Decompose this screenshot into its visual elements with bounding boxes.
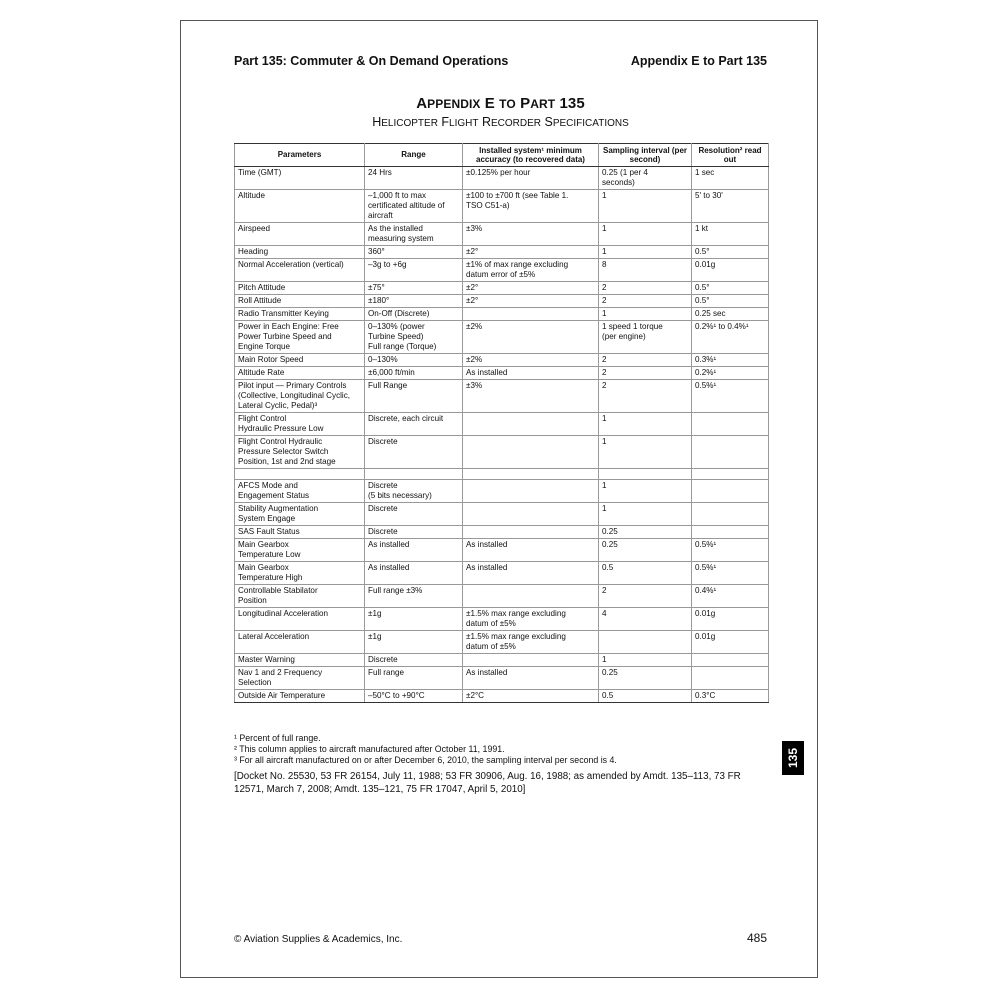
- table-cell: Main Gearbox Temperature Low: [235, 539, 365, 562]
- table-cell: 0.2%¹ to 0.4%¹: [692, 321, 769, 354]
- table-cell: 4: [599, 608, 692, 631]
- table-cell: Heading: [235, 246, 365, 259]
- appendix-subtitle: HELICOPTER FLIGHT RECORDER SPECIFICATIONS: [372, 115, 629, 129]
- table-row: [235, 282, 769, 295]
- table-cell: 1: [599, 246, 692, 259]
- table-cell: 0.5%¹: [692, 380, 769, 413]
- table-cell: ±1g: [365, 631, 463, 654]
- table-cell: On-Off (Discrete): [365, 308, 463, 321]
- table-cell: [463, 585, 599, 608]
- table-cell: ±3%: [463, 380, 599, 413]
- table-cell: [692, 469, 769, 480]
- table-cell: ±1% of max range excluding datum error of ±5%: [463, 259, 599, 282]
- table-cell: ±2°: [463, 246, 599, 259]
- table-cell: 24 Hrs: [365, 167, 463, 190]
- table-cell: Pitch Attitude: [235, 282, 365, 295]
- table-cell: 0.5: [599, 562, 692, 585]
- table-row: [235, 321, 769, 354]
- table-cell: ±1.5% max range excluding datum of ±5%: [463, 631, 599, 654]
- table-cell: [692, 413, 769, 436]
- table-row: [235, 562, 769, 585]
- table-cell: ±6,000 ft/min: [365, 367, 463, 380]
- footnote: ³ For all aircraft manufactured on or after December 6, 2010, the sampling interval per second is 4.: [234, 755, 617, 765]
- table-cell: As installed: [463, 667, 599, 690]
- table-cell: Stability Augmentation System Engage: [235, 503, 365, 526]
- table-cell: 2: [599, 295, 692, 308]
- table-cell: Main Rotor Speed: [235, 354, 365, 367]
- table-cell: 5' to 30': [692, 190, 769, 223]
- running-header: [234, 54, 767, 68]
- table-cell: 0–130% (power Turbine Speed) Full range (Torque): [365, 321, 463, 354]
- table-cell: Power in Each Engine: Free Power Turbine Speed and Engine Torque: [235, 321, 365, 354]
- table-cell: ±3%: [463, 223, 599, 246]
- table-cell: [463, 469, 599, 480]
- table-cell: Full range ±3%: [365, 585, 463, 608]
- table-cell: 0.5°: [692, 295, 769, 308]
- document-page: [180, 20, 818, 978]
- table-cell: [692, 654, 769, 667]
- table-cell: 0.2%¹: [692, 367, 769, 380]
- table-cell: –50°C to +90°C: [365, 690, 463, 703]
- flight-recorder-spec-table: [234, 143, 769, 703]
- table-cell: [463, 654, 599, 667]
- table-row: [235, 654, 769, 667]
- table-cell: [365, 469, 463, 480]
- table-cell: 2: [599, 380, 692, 413]
- table-cell: 1 sec: [692, 167, 769, 190]
- table-header-row: [235, 144, 769, 167]
- column-header: Parameters: [235, 144, 365, 167]
- table-row: [235, 503, 769, 526]
- running-header-right: Appendix E to Part 135: [630, 54, 767, 68]
- table-cell: 8: [599, 259, 692, 282]
- table-cell: Flight Control Hydraulic Pressure Selector Switch Position, 1st and 2nd stage: [235, 436, 365, 469]
- table-cell: 2: [599, 367, 692, 380]
- appendix-title: APPENDIX E TO PART 135: [416, 95, 585, 112]
- footnotes: [234, 733, 768, 766]
- table-row: [235, 190, 769, 223]
- table-cell: As installed: [463, 562, 599, 585]
- table-cell: Controllable Stabilator Position: [235, 585, 365, 608]
- table-cell: As the installed measuring system: [365, 223, 463, 246]
- table-row: [235, 367, 769, 380]
- table-cell: Outside Air Temperature: [235, 690, 365, 703]
- table-row: [235, 413, 769, 436]
- table-cell: 1: [599, 308, 692, 321]
- table-cell: As installed: [463, 367, 599, 380]
- table-cell: 0.3%¹: [692, 354, 769, 367]
- table-cell: Longitudinal Acceleration: [235, 608, 365, 631]
- table-cell: 2: [599, 282, 692, 295]
- table-cell: Master Warning: [235, 654, 365, 667]
- table-cell: [235, 469, 365, 480]
- table-cell: ±2%: [463, 321, 599, 354]
- table-row: [235, 167, 769, 190]
- table-row: [235, 246, 769, 259]
- table-cell: 1: [599, 654, 692, 667]
- table-cell: ±100 to ±700 ft (see Table 1. TSO C51-a): [463, 190, 599, 223]
- table-cell: Time (GMT): [235, 167, 365, 190]
- table-row: [235, 308, 769, 321]
- column-header: Sampling interval (per second): [599, 144, 692, 167]
- table-cell: [692, 436, 769, 469]
- table-cell: Discrete: [365, 503, 463, 526]
- table-row: [235, 585, 769, 608]
- table-cell: Normal Acceleration (vertical): [235, 259, 365, 282]
- table-cell: Discrete, each circuit: [365, 413, 463, 436]
- table-cell: SAS Fault Status: [235, 526, 365, 539]
- table-cell: [692, 503, 769, 526]
- table-cell: ±1.5% max range excluding datum of ±5%: [463, 608, 599, 631]
- table-cell: Discrete (5 bits necessary): [365, 480, 463, 503]
- table-cell: 1: [599, 413, 692, 436]
- table-cell: 1 speed 1 torque (per engine): [599, 321, 692, 354]
- table-cell: [463, 308, 599, 321]
- table-cell: [463, 480, 599, 503]
- table-row: [235, 259, 769, 282]
- table-cell: ±180°: [365, 295, 463, 308]
- table-cell: 0.4%¹: [692, 585, 769, 608]
- table-cell: Lateral Acceleration: [235, 631, 365, 654]
- table-cell: 0.01g: [692, 608, 769, 631]
- table-cell: As installed: [365, 539, 463, 562]
- running-header-left: Part 135: Commuter & On Demand Operations: [234, 54, 509, 68]
- table-cell: Airspeed: [235, 223, 365, 246]
- table-row: [235, 526, 769, 539]
- table-cell: 0.25: [599, 539, 692, 562]
- table-cell: Full range: [365, 667, 463, 690]
- table-cell: ±2%: [463, 354, 599, 367]
- table-cell: 2: [599, 354, 692, 367]
- part-thumb-tab: [782, 741, 804, 775]
- table-cell: [692, 667, 769, 690]
- table-cell: 0.5%¹: [692, 562, 769, 585]
- table-cell: 0.5%¹: [692, 539, 769, 562]
- table-row: [235, 295, 769, 308]
- table-cell: ±1g: [365, 608, 463, 631]
- column-header: Installed system¹ minimum accuracy (to recovered data): [463, 144, 599, 167]
- table-cell: ±0.125% per hour: [463, 167, 599, 190]
- table-cell: Nav 1 and 2 Frequency Selection: [235, 667, 365, 690]
- table-cell: –3g to +6g: [365, 259, 463, 282]
- table-cell: 1: [599, 503, 692, 526]
- table-row: [235, 480, 769, 503]
- table-cell: AFCS Mode and Engagement Status: [235, 480, 365, 503]
- table-cell: Full Range: [365, 380, 463, 413]
- table-cell: Altitude Rate: [235, 367, 365, 380]
- table-cell: 0.25: [599, 667, 692, 690]
- table-row: [235, 667, 769, 690]
- table-cell: 1: [599, 190, 692, 223]
- table-row: [235, 690, 769, 703]
- table-body: [235, 167, 769, 703]
- table-row: [235, 631, 769, 654]
- table-cell: [692, 526, 769, 539]
- table-cell: ±2°: [463, 295, 599, 308]
- table-cell: –1,000 ft to max certificated altitude of aircraft: [365, 190, 463, 223]
- table-cell: ±2°C: [463, 690, 599, 703]
- table-cell: [599, 469, 692, 480]
- table-cell: Main Gearbox Temperature High: [235, 562, 365, 585]
- table-cell: Altitude: [235, 190, 365, 223]
- table-cell: 0.25 (1 per 4 seconds): [599, 167, 692, 190]
- table-cell: Discrete: [365, 436, 463, 469]
- table-cell: 0.5°: [692, 282, 769, 295]
- table-cell: 360°: [365, 246, 463, 259]
- footnote: ¹ Percent of full range.: [234, 733, 321, 743]
- page-number: 485: [746, 931, 767, 945]
- table-cell: 0.5°: [692, 246, 769, 259]
- table-row: [235, 354, 769, 367]
- table-cell: 2: [599, 585, 692, 608]
- table-cell: 0.25: [599, 526, 692, 539]
- table-cell: [692, 480, 769, 503]
- table-cell: 0.01g: [692, 631, 769, 654]
- part-thumb-tab-label: 135: [786, 747, 800, 769]
- table-cell: 0.01g: [692, 259, 769, 282]
- table-cell: 1: [599, 223, 692, 246]
- table-cell: [463, 503, 599, 526]
- footnote: ² This column applies to aircraft manufactured after October 11, 1991.: [234, 744, 505, 754]
- table-cell: Discrete: [365, 654, 463, 667]
- table-cell: As installed: [463, 539, 599, 562]
- table-cell: 0–130%: [365, 354, 463, 367]
- table-row: [235, 608, 769, 631]
- column-header: Resolution² read out: [692, 144, 769, 167]
- table-row: [235, 539, 769, 562]
- table-cell: [599, 631, 692, 654]
- table-row: [235, 469, 769, 480]
- table-row: [235, 223, 769, 246]
- table-cell: 1: [599, 436, 692, 469]
- column-header: Range: [365, 144, 463, 167]
- table-cell: 0.3°C: [692, 690, 769, 703]
- table-cell: Radio Transmitter Keying: [235, 308, 365, 321]
- copyright-footer: © Aviation Supplies & Academics, Inc.: [234, 934, 403, 945]
- table-cell: [463, 436, 599, 469]
- table-cell: 0.25 sec: [692, 308, 769, 321]
- table-cell: [463, 526, 599, 539]
- table-cell: 0.5: [599, 690, 692, 703]
- table-cell: Pilot input — Primary Controls (Collective, Longitudinal Cyclic, Lateral Cyclic, Pedal)³: [235, 380, 365, 413]
- table-cell: 1 kt: [692, 223, 769, 246]
- table-row: [235, 436, 769, 469]
- table-cell: Roll Attitude: [235, 295, 365, 308]
- table-cell: ±2°: [463, 282, 599, 295]
- title-block: [234, 95, 767, 129]
- table-cell: Flight Control Hydraulic Pressure Low: [235, 413, 365, 436]
- table-cell: Discrete: [365, 526, 463, 539]
- table-cell: ±75°: [365, 282, 463, 295]
- table-cell: As installed: [365, 562, 463, 585]
- table-cell: [463, 413, 599, 436]
- table-cell: 1: [599, 480, 692, 503]
- docket-citation: [Docket No. 25530, 53 FR 26154, July 11, 1988; 53 FR 30906, Aug. 16, 1988; as amended by Amdt. 135–113, 73 FR 12571, March 7, 2008; Amdt. 135–121, 75 FR 17047, April 5, 2010]: [234, 771, 741, 795]
- table-row: [235, 380, 769, 413]
